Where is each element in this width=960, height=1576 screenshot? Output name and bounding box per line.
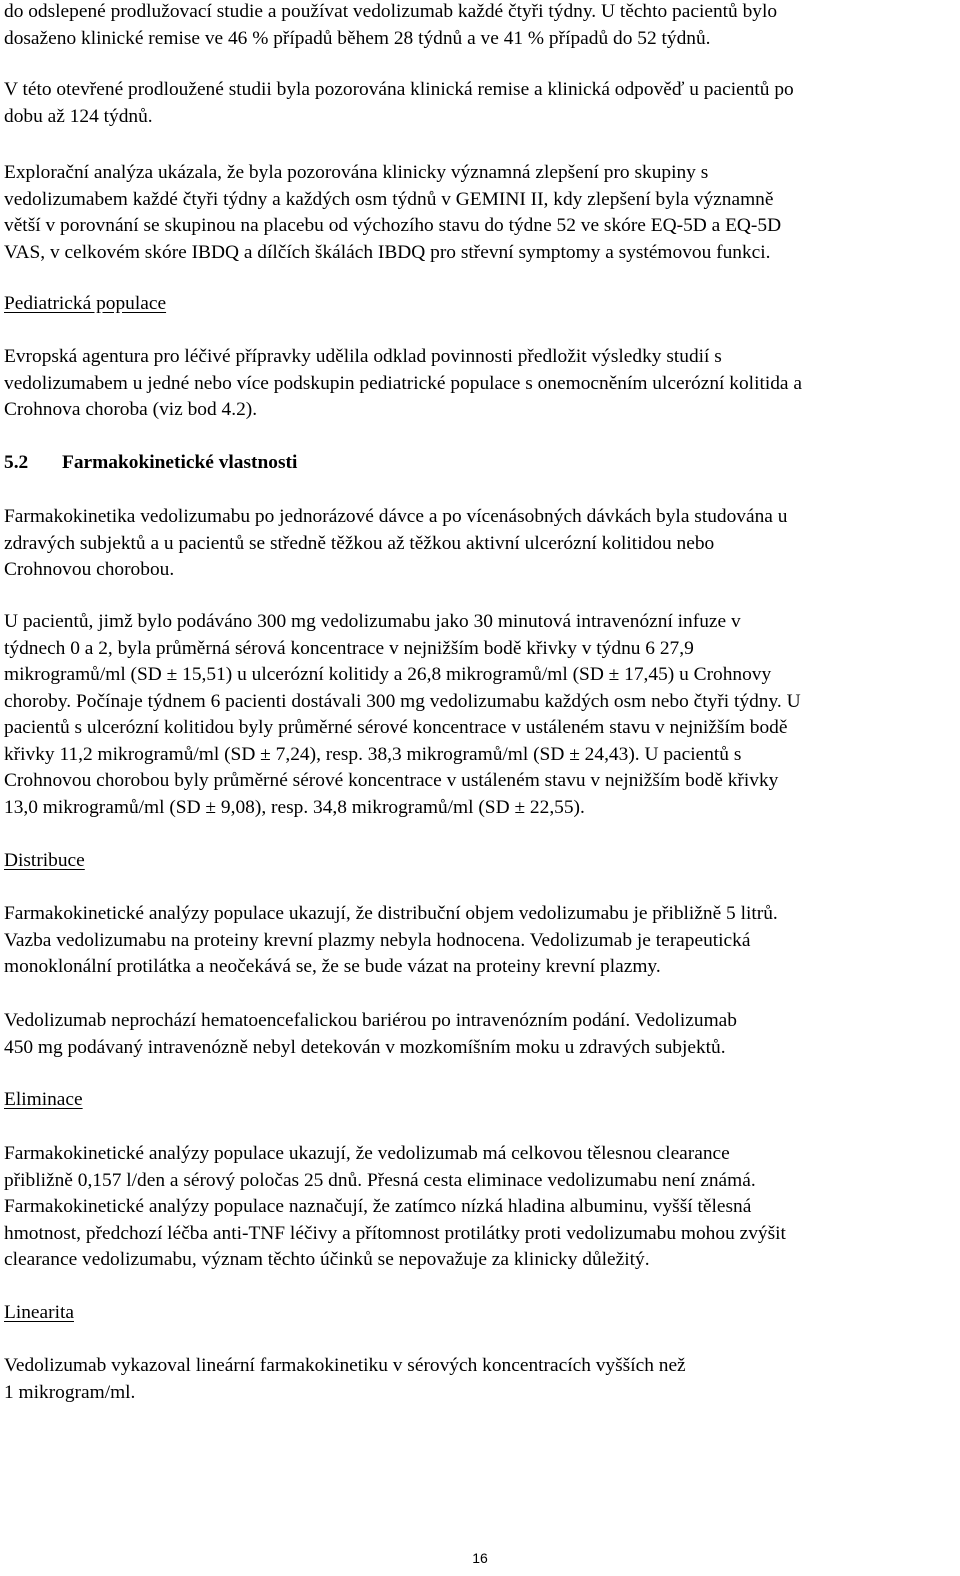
text-line: dobu až 124 týdnů. [4, 105, 153, 127]
paragraph-open-label-study [4, 77, 956, 130]
paragraph-trough-concentrations [4, 609, 956, 821]
text-line: VAS, v celkovém skóre IBDQ a dílčích škálách IBDQ pro střevní symptomy a systémovou funkci. [4, 241, 771, 263]
section-number: 5.2 [4, 452, 29, 473]
text-line: 13,0 mikrogramů/ml (SD ± 9,08), resp. 34,8 mikrogramů/ml (SD ± 22,55). [4, 796, 585, 818]
text-line: 1 mikrogram/ml. [4, 1381, 136, 1403]
paragraph-extension-study [4, 0, 956, 52]
text-line: Vedolizumab neprochází hematoencefalickou bariérou po intravenózním podání. Vedolizumab [4, 1010, 737, 1031]
text-line: Crohnovou chorobou. [4, 559, 175, 580]
text-line: Explorační analýza ukázala, že byla pozorována klinicky významná zlepšení pro skupiny s [4, 162, 709, 183]
text-line: Vedolizumab vykazoval lineární farmakokinetiku v sérových koncentracích vyšších než [4, 1355, 686, 1376]
subheading-elimination: Eliminace [4, 1089, 83, 1110]
paragraph-pk-studied [4, 504, 956, 584]
text-line: Farmakokinetické analýzy populace naznačují, že zatímco nízká hladina albuminu, vyšší tělesná [4, 1196, 752, 1217]
text-line: clearance vedolizumabu, význam těchto účinků se nepovažuje za klinicky důležitý. [4, 1249, 650, 1270]
section-heading-5-2 [4, 450, 956, 477]
text-line: dosaženo klinické remise ve 46 % případů během 28 týdnů a ve 41 % případů do 52 týdnů. [4, 27, 711, 49]
text-line: zdravých subjektů a u pacientů se středně těžkou až těžkou aktivní ulcerózní kolitidou nebo [4, 532, 715, 554]
text-line: do odslepené prodlužovací studie a používat vedolizumab každé čtyři týdny. U těchto pacientů bylo [4, 1, 778, 22]
text-line: větší v porovnání se skupinou na placebu od výchozího stavu do týdne 52 ve skóre EQ-5D a EQ-5D [4, 215, 782, 236]
text-line: týdnech 0 a 2, byla průměrná sérová koncentrace v nejnižším bodě křivky v týdnu 6 27,9 [4, 637, 694, 659]
text-line: Vazba vedolizumabu na proteiny krevní plazmy nebyla hodnocena. Vedolizumab je terapeutická [4, 929, 751, 951]
subheading-linearity: Linearita [4, 1302, 74, 1323]
text-line: mikrogramů/ml (SD ± 15,51) u ulcerózní kolitidy a 26,8 mikrogramů/ml (SD ± 17,45) u Crohnovy [4, 664, 772, 685]
page-number: 16 [472, 1550, 488, 1566]
text-line: Farmakokinetické analýzy populace ukazují, že distribuční objem vedolizumabu je přibližně 5 litrů. [4, 903, 778, 924]
text-line: vedolizumabem u jedné nebo více podskupin pediatrické populace s onemocněním ulcerózní kolitida a [4, 372, 802, 394]
text-line: hmotnost, předchozí léčba anti-TNF léčivy a přítomnost protilátky proti vedolizumabu mohou zvýšit [4, 1222, 786, 1244]
text-line: Crohnovou chorobou byly průměrné sérové koncentrace v ustáleném stavu v nejnižším bodě křivky [4, 770, 779, 791]
text-line: V této otevřené prodloužené studii byla pozorována klinická remise a klinická odpověď u pacientů po [4, 79, 794, 100]
text-line: křivky 11,2 mikrogramů/ml (SD ± 7,24), resp. 38,3 mikrogramů/ml (SD ± 24,43). U pacientů s [4, 743, 742, 765]
text-line: přibližně 0,157 l/den a sérový poločas 25 dnů. Přesná cesta eliminace vedolizumabu není známá. [4, 1169, 756, 1191]
text-line: Evropská agentura pro léčivé přípravky udělila odklad povinnosti předložit výsledky studií s [4, 346, 722, 367]
paragraph-elimination [4, 1141, 956, 1274]
text-line: 450 mg podávaný intravenózně nebyl detekován v mozkomíšním moku u zdravých subjektů. [4, 1036, 726, 1058]
text-line: Farmakokinetické analýzy populace ukazují, že vedolizumab má celkovou tělesnou clearance [4, 1143, 730, 1164]
text-line: U pacientů, jimž bylo podáváno 300 mg vedolizumabu jako 30 minutová intravenózní infuze v [4, 611, 741, 632]
text-line: choroby. Počínaje týdnem 6 pacienti dostávali 300 mg vedolizumabu každých osm nebo čtyři týdny. U [4, 690, 801, 712]
subheading-pediatric-population: Pediatrická populace [4, 293, 167, 314]
text-line: Crohnova choroba (viz bod 4.2). [4, 399, 258, 420]
section-title: Farmakokinetické vlastnosti [62, 452, 298, 473]
paragraph-distribution-volume [4, 901, 956, 981]
paragraph-exploratory-analysis [4, 160, 956, 266]
text-line: pacientů s ulcerózní kolitidou byly průměrné sérové koncentrace v ustáleném stavu v nejnižším bodě [4, 717, 788, 738]
subheading-distribution: Distribuce [4, 850, 85, 871]
text-line: Farmakokinetika vedolizumabu po jednorázové dávce a po vícenásobných dávkách byla studována u [4, 506, 788, 527]
text-line: monoklonální protilátka a neočekává se, že se bude vázat na proteiny krevní plazmy. [4, 956, 661, 977]
paragraph-linearity [4, 1353, 956, 1406]
text-line: vedolizumabem každé čtyři týdny a každých osm týdnů v GEMINI II, kdy zlepšení byla významně [4, 188, 774, 210]
paragraph-pediatric [4, 344, 956, 424]
paragraph-blood-brain-barrier [4, 1008, 956, 1061]
